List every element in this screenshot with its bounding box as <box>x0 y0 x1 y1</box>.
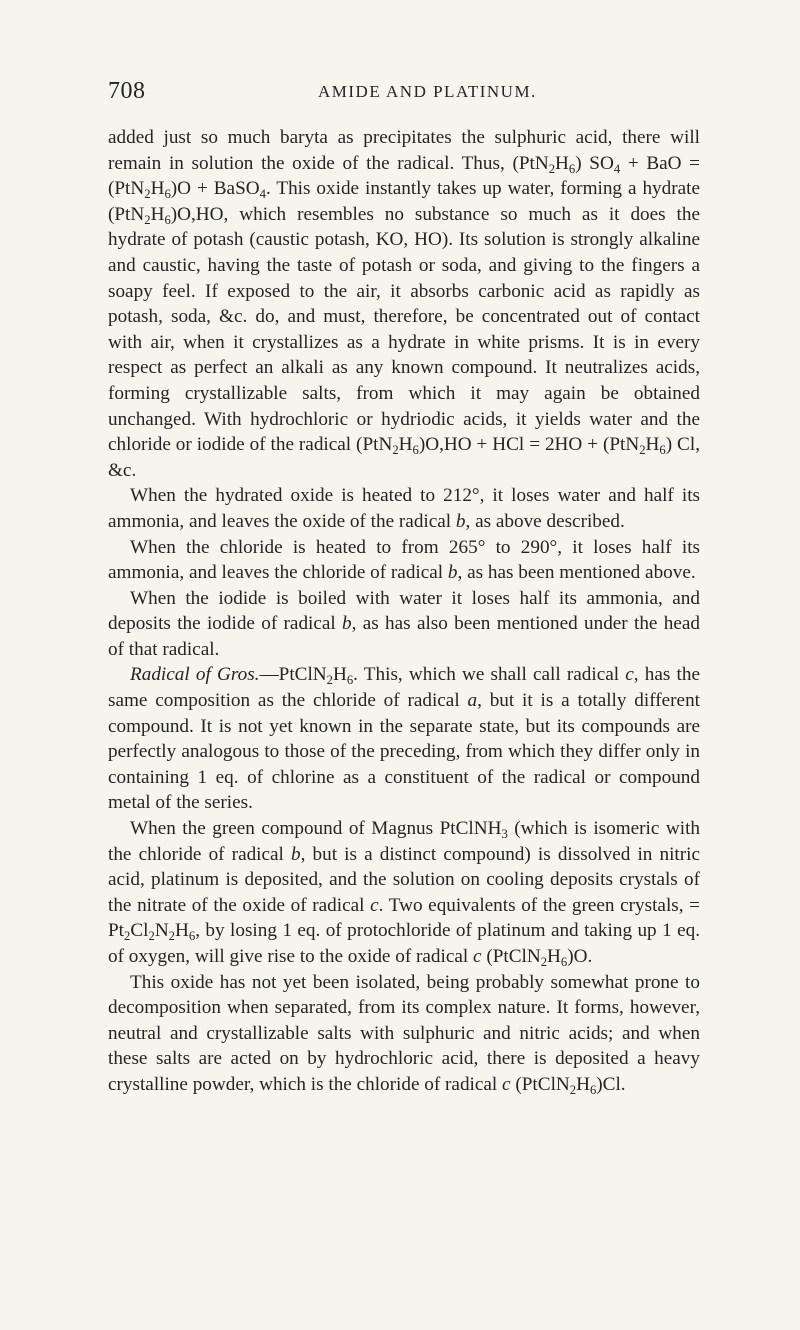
paragraph-4: When the iodide is boiled with water it loses half its ammonia, and deposits the iodide of radical b, as has also been mentioned under the head of that radical. <box>108 587 700 660</box>
paragraph-1: added just so much baryta as precipitates the sulphuric acid, there will remain in solution the oxide of the radical. Thus, $(PtN_2H_6) SO_4$ + BaO = $(PtN_2H_6)O$ + BaSO$_4$. This oxide instantly takes up water, forming a hydrate $(PtN_2H_6)O,HO$, which resembles no substance so much as it does the hydrate of potash (caustic potash, KO, HO). Its solution is strongly alkaline and caustic, having the taste of potash or soda, and giving to the fingers a soapy feel. If exposed to the air, it absorbs carbonic acid as rapidly as potash, soda, &c. do, and must, therefore, be concentrated out of contact with air, when it crystallizes as a hydrate in white prisms. It is in every respect as perfect an alkali as any known compound. It neutralizes acids, forming crystallizable salts, from which it may again be obtained unchanged. With hydrochloric or hydriodic acids, it yields water and the chloride or iodide of the radical $(PtN_2H_6)O,HO$ + HCl = $2HO + (PtN_2H_6)$ Cl, &c. <box>108 127 701 481</box>
body-text <box>108 125 700 1098</box>
paragraph-2: When the hydrated oxide is heated to 212°, it loses water and half its ammonia, and leaves the oxide of the radical b, as above described. <box>108 485 700 532</box>
paragraph-5: Radical of $Gros.—PtClN_2H_6$. This, which we shall call radical c, has the same composition as the chloride of radical a, but it is a totally different compound. It is not yet known in the separate state, but its compounds are perfectly analogous to those of the preceding, from which they differ only in containing 1 eq. of chlorine as a constituent of the radical or compound metal of the series. <box>108 664 700 814</box>
paragraph-3: When the chloride is heated to from 265° to 290°, it loses half its ammonia, and leaves the chloride of radical b, as has been mentioned above. <box>108 536 700 584</box>
paragraph-6: When the green compound of Magnus PtClNH$_3$ (which is isomeric with the chloride of radical b, but is a distinct compound) is dissolved in nitric acid, platinum is deposited, and the solution on cooling deposits crystals of the nitrate of the oxide of radical c. Two equivalents of the green crystals, = $Pt_2Cl_2N_2H_6$, by losing 1 eq. of protochloride of platinum and taking up 1 eq. of oxygen, will give rise to the oxide of radical c $(PtClN_2H_6)O$. <box>108 818 700 969</box>
paragraph-7: This oxide has not yet been isolated, being probably somewhat prone to decomposition when separated, from its complex nature. It forms, however, neutral and crystallizable salts with sulphuric and nitric acids; and when these salts are acted on by hydrochloric acid, there is deposited a heavy crystalline powder, which is the chloride of radical c $(PtClN_2H_6)Cl$. <box>108 971 700 1097</box>
page-header <box>108 78 700 108</box>
running-title: AMIDE AND PLATINUM. <box>318 82 537 101</box>
page-number: 708 <box>108 78 146 104</box>
